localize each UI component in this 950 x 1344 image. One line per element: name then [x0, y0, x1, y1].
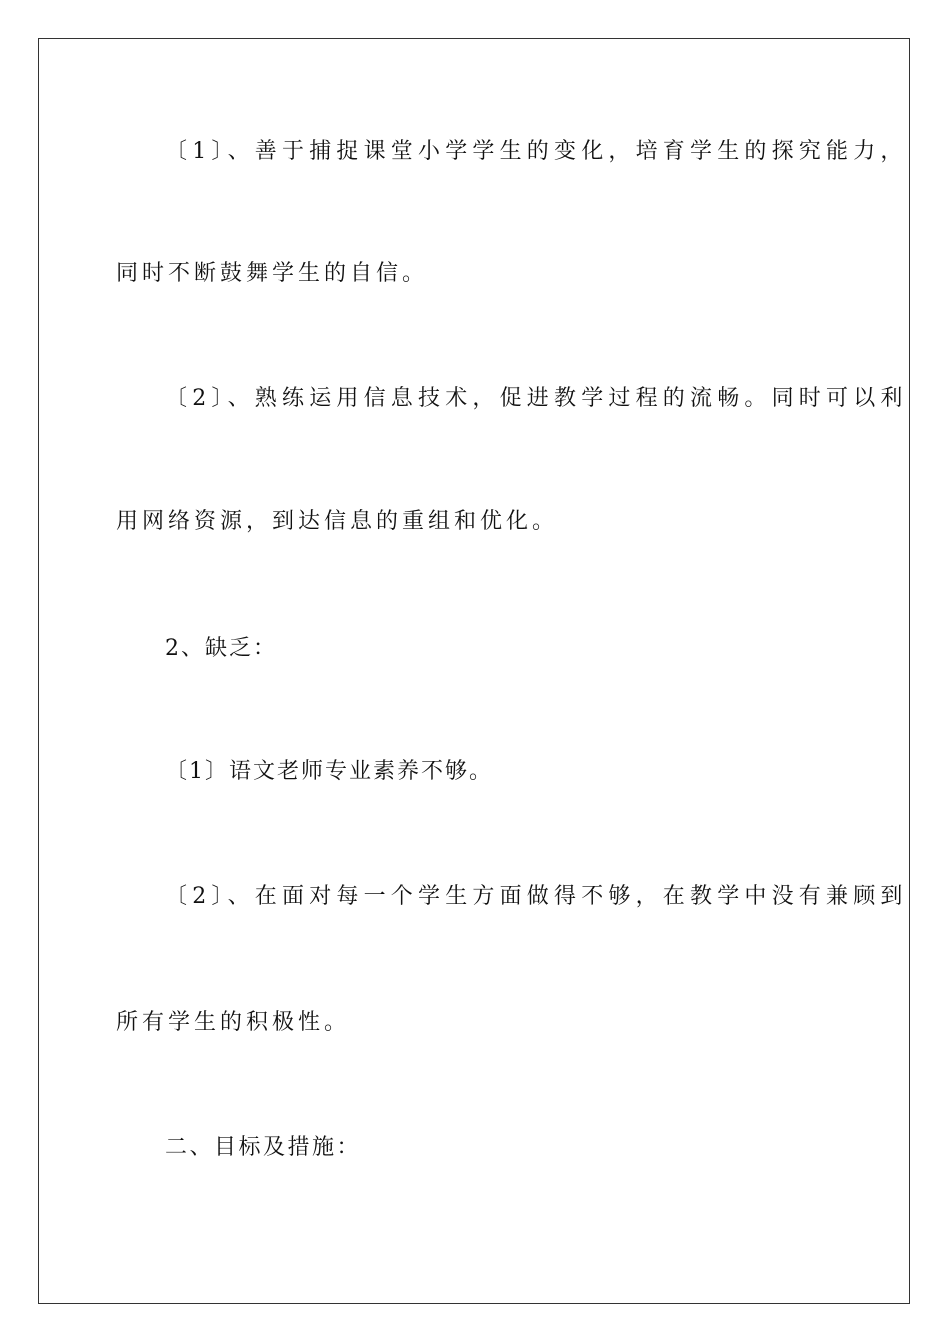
paragraph-line: 〔1〕语文老师专业素养不够。 — [165, 759, 493, 784]
paragraph-line: 〔2〕、在面对每一个学生方面做得不够，在教学中没有兼顾到 — [165, 884, 908, 909]
paragraph-line: 〔2〕、熟练运用信息技术，促进教学过程的流畅。同时可以利 — [165, 386, 908, 411]
section-heading: 2、缺乏： — [165, 636, 277, 661]
section-heading: 二、目标及措施： — [165, 1135, 362, 1160]
paragraph-line: 所有学生的积极性。 — [116, 1010, 351, 1035]
page-border — [38, 38, 910, 1304]
paragraph-line: 〔1〕、善于捕捉课堂小学学生的变化，培育学生的探究能力， — [165, 139, 908, 164]
paragraph-line: 用网络资源，到达信息的重组和优化。 — [116, 509, 559, 534]
paragraph-line: 同时不断鼓舞学生的自信。 — [116, 261, 429, 286]
